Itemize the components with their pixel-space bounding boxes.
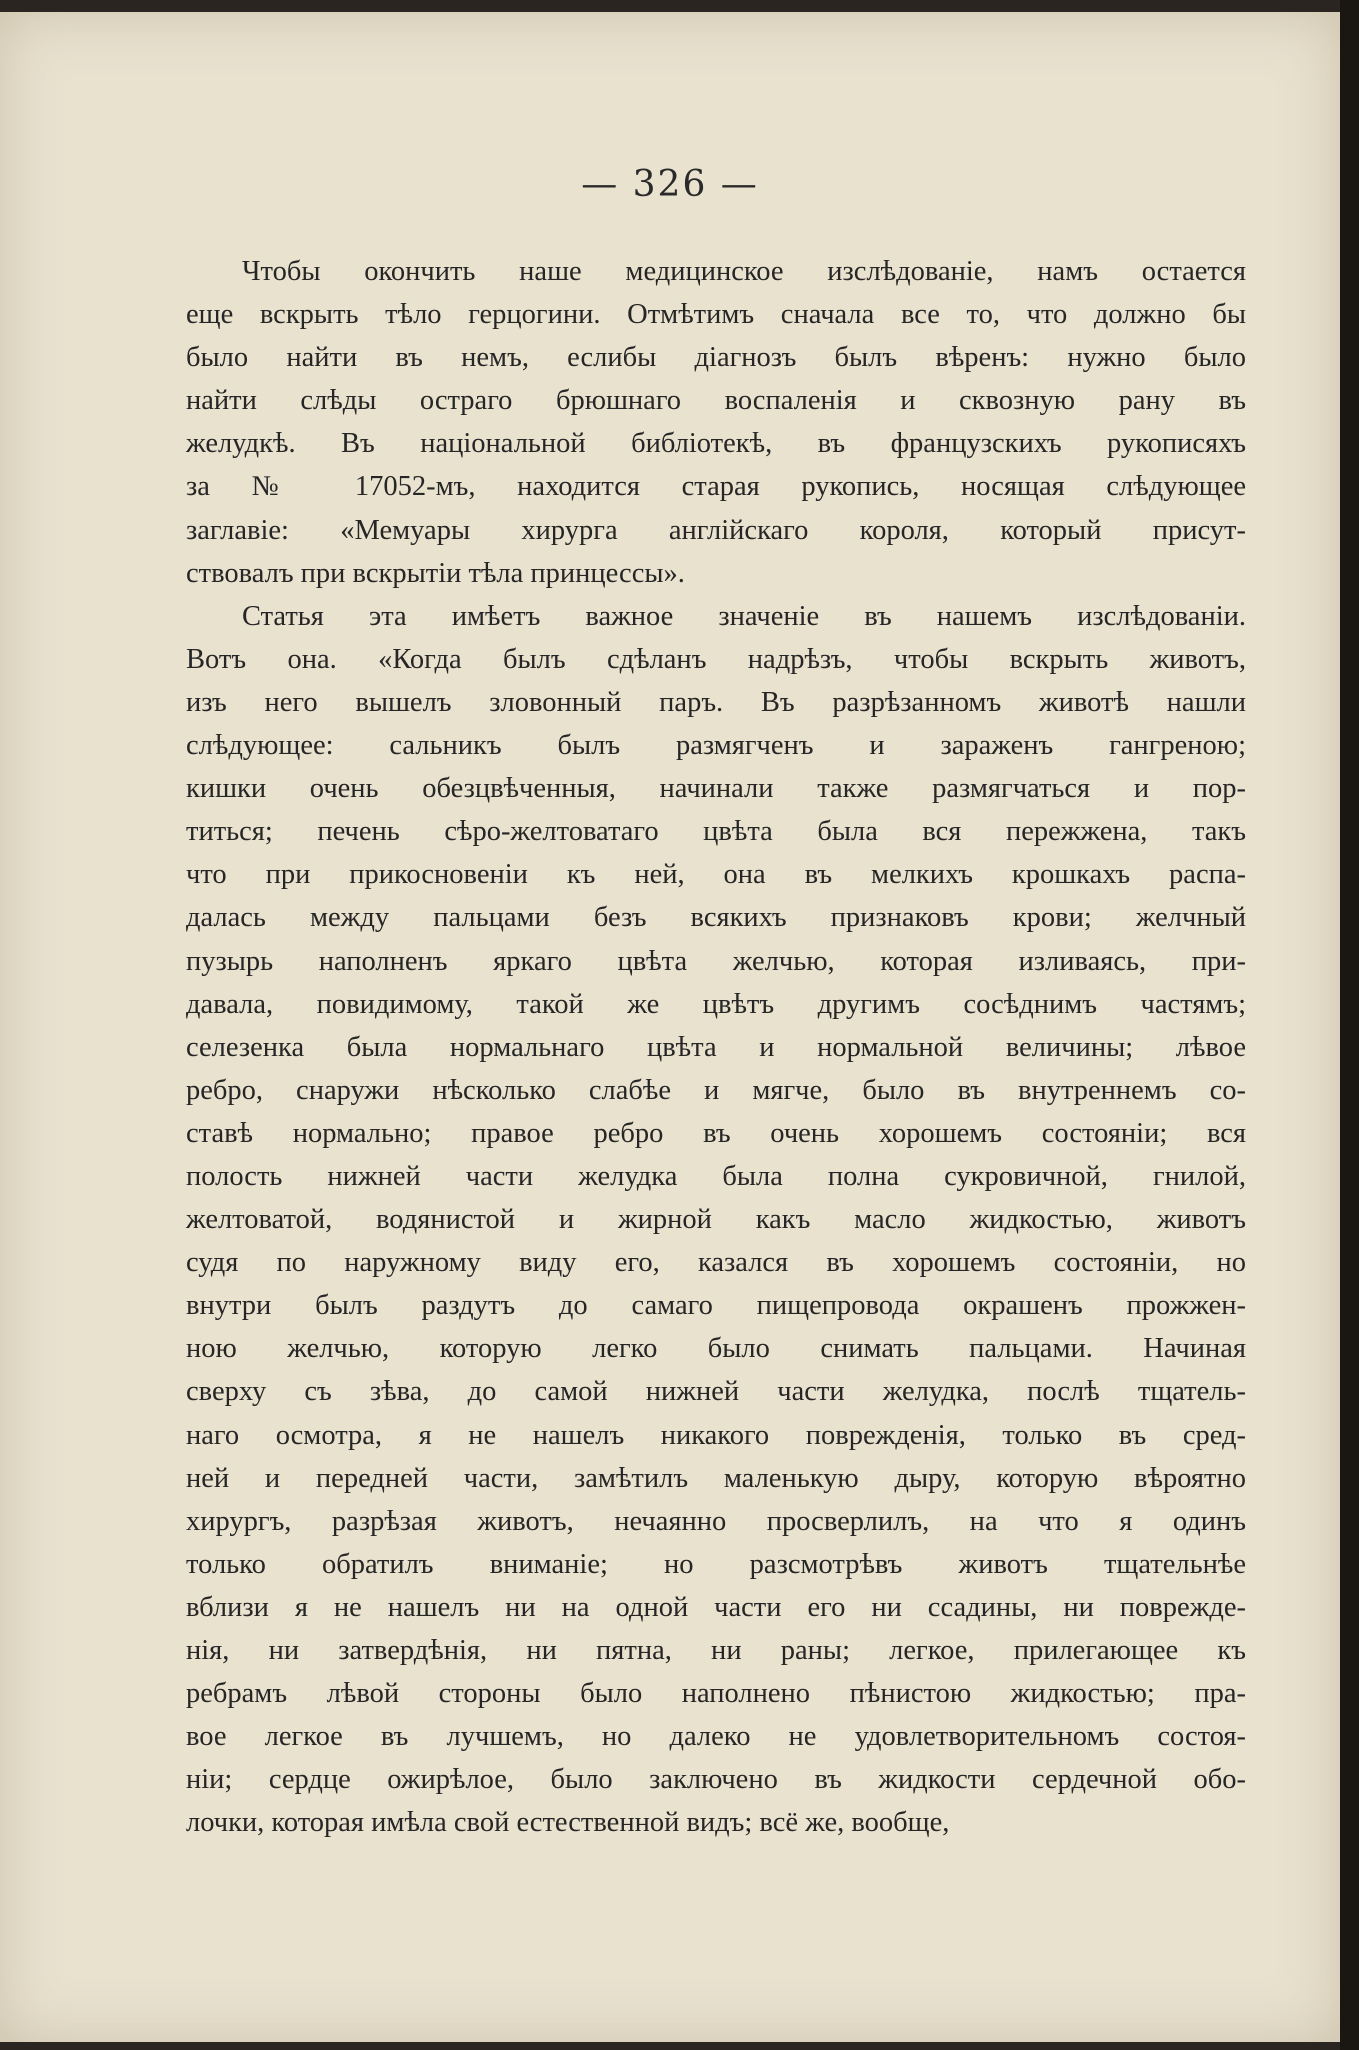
text-line: желудкѣ. Въ національной библіотекѣ, въ французскихъ рукописяхъ [186,428,1246,460]
text-line: желтоватой, водянистой и жирной какъ масло жидкостью, животъ [186,1204,1246,1236]
text-line: ною желчью, которую легко было снимать пальцами. Начиная [186,1333,1246,1365]
page-number: — 326 — [581,164,759,205]
text-line: полость нижней части желудка была полна сукровичной, гнилой, [186,1160,1246,1192]
text-line: ребрамъ лѣвой стороны было наполнено пѣнистою жидкостью; пра- [186,1678,1246,1710]
text-line: найти слѣды остраго брюшнаго воспаленія и сквозную рану въ [186,385,1246,417]
text-line: еще вскрыть тѣло герцогини. Отмѣтимъ сначала все то, что должно бы [186,299,1246,331]
text-line: Вотъ она. «Когда былъ сдѣланъ надрѣзъ, чтобы вскрыть животъ, [186,643,1246,675]
text-line: далась между пальцами безъ всякихъ признаковъ крови; желчный [186,902,1246,934]
text-line: внутри былъ раздутъ до самаго пищепровода окрашенъ прожжен- [186,1290,1246,1322]
text-line: за № 17052-мъ, находится старая рукопись, носящая слѣдующее [186,471,1246,503]
text-line: титься; печень сѣро-желтоватаго цвѣта была вся пережжена, такъ [186,816,1246,848]
page-edge-shadow [1340,0,1359,2050]
text-line: ребро, снаружи нѣсколько слабѣе и мягче, было въ внутреннемъ со- [186,1074,1246,1106]
text-line: сверху съ зѣва, до самой нижней части желудка, послѣ тщатель- [186,1376,1246,1408]
text-line: только обратилъ вниманіе; но разсмотрѣвъ животъ тщательнѣе [186,1548,1246,1580]
text-line: вблизи я не нашелъ ни на одной части его ни ссадины, ни поврежде- [186,1591,1246,1623]
book-page [0,12,1340,2042]
text-line: нія, ни затвердѣнія, ни пятна, ни раны; легкое, прилегающее къ [186,1635,1246,1666]
text-line: было найти въ немъ, еслибы діагнозъ былъ вѣренъ: нужно было [186,342,1246,374]
text-line: ніи; сердце ожирѣлое, было заключено въ жидкости сердечной обо- [186,1764,1246,1796]
text-line: что при прикосновеніи къ ней, она въ мелкихъ крошкахъ распа- [186,859,1246,891]
text-line: лочки, которая имѣла свой естественной видъ; всё же, вообще, [186,1807,950,1839]
body-text [186,250,1246,1844]
text-line: ствовалъ при вскрытіи тѣла принцессы». [186,557,685,589]
text-line: кишки очень обезцвѣченныя, начинали также размягчаться и пор- [186,773,1246,805]
text-line: заглавіе: «Мемуары хирурга англійскаго короля, который присут- [186,514,1246,546]
text-line: пузырь наполненъ яркаго цвѣта желчью, которая изливаясь, при- [186,945,1246,977]
text-line: ней и передней части, замѣтилъ маленькую дыру, которую вѣроятно [186,1462,1246,1494]
text-line: вое легкое въ лучшемъ, но далеко не удовлетворительномъ состоя- [186,1721,1246,1753]
text-line: Чтобы окончить наше медицинское изслѣдованіе, намъ остается [242,256,1246,287]
text-line: наго осмотра, я не нашелъ никакого поврежденія, только въ сред- [186,1419,1246,1451]
text-line: ставѣ нормально; правое ребро въ очень хорошемъ состояніи; вся [186,1117,1246,1149]
text-line: селезенка была нормальнаго цвѣта и нормальной величины; лѣвое [186,1031,1246,1063]
paragraph [186,595,1246,1845]
text-line: изъ него вышелъ зловонный паръ. Въ разрѣзанномъ животѣ нашли [186,686,1246,718]
text-line: Статья эта имѣетъ важное значеніе въ нашемъ изслѣдованіи. [242,600,1246,632]
text-line: слѣдующее: сальникъ былъ размягченъ и зараженъ гангреною; [186,730,1246,762]
text-line: судя по наружному виду его, казался въ хорошемъ состояніи, но [186,1247,1246,1279]
text-line: хирургъ, разрѣзая животъ, нечаянно просверлилъ, на что я одинъ [186,1505,1246,1537]
text-line: давала, повидимому, такой же цвѣтъ другимъ сосѣднимъ частямъ; [186,988,1246,1020]
paragraph [186,250,1246,595]
